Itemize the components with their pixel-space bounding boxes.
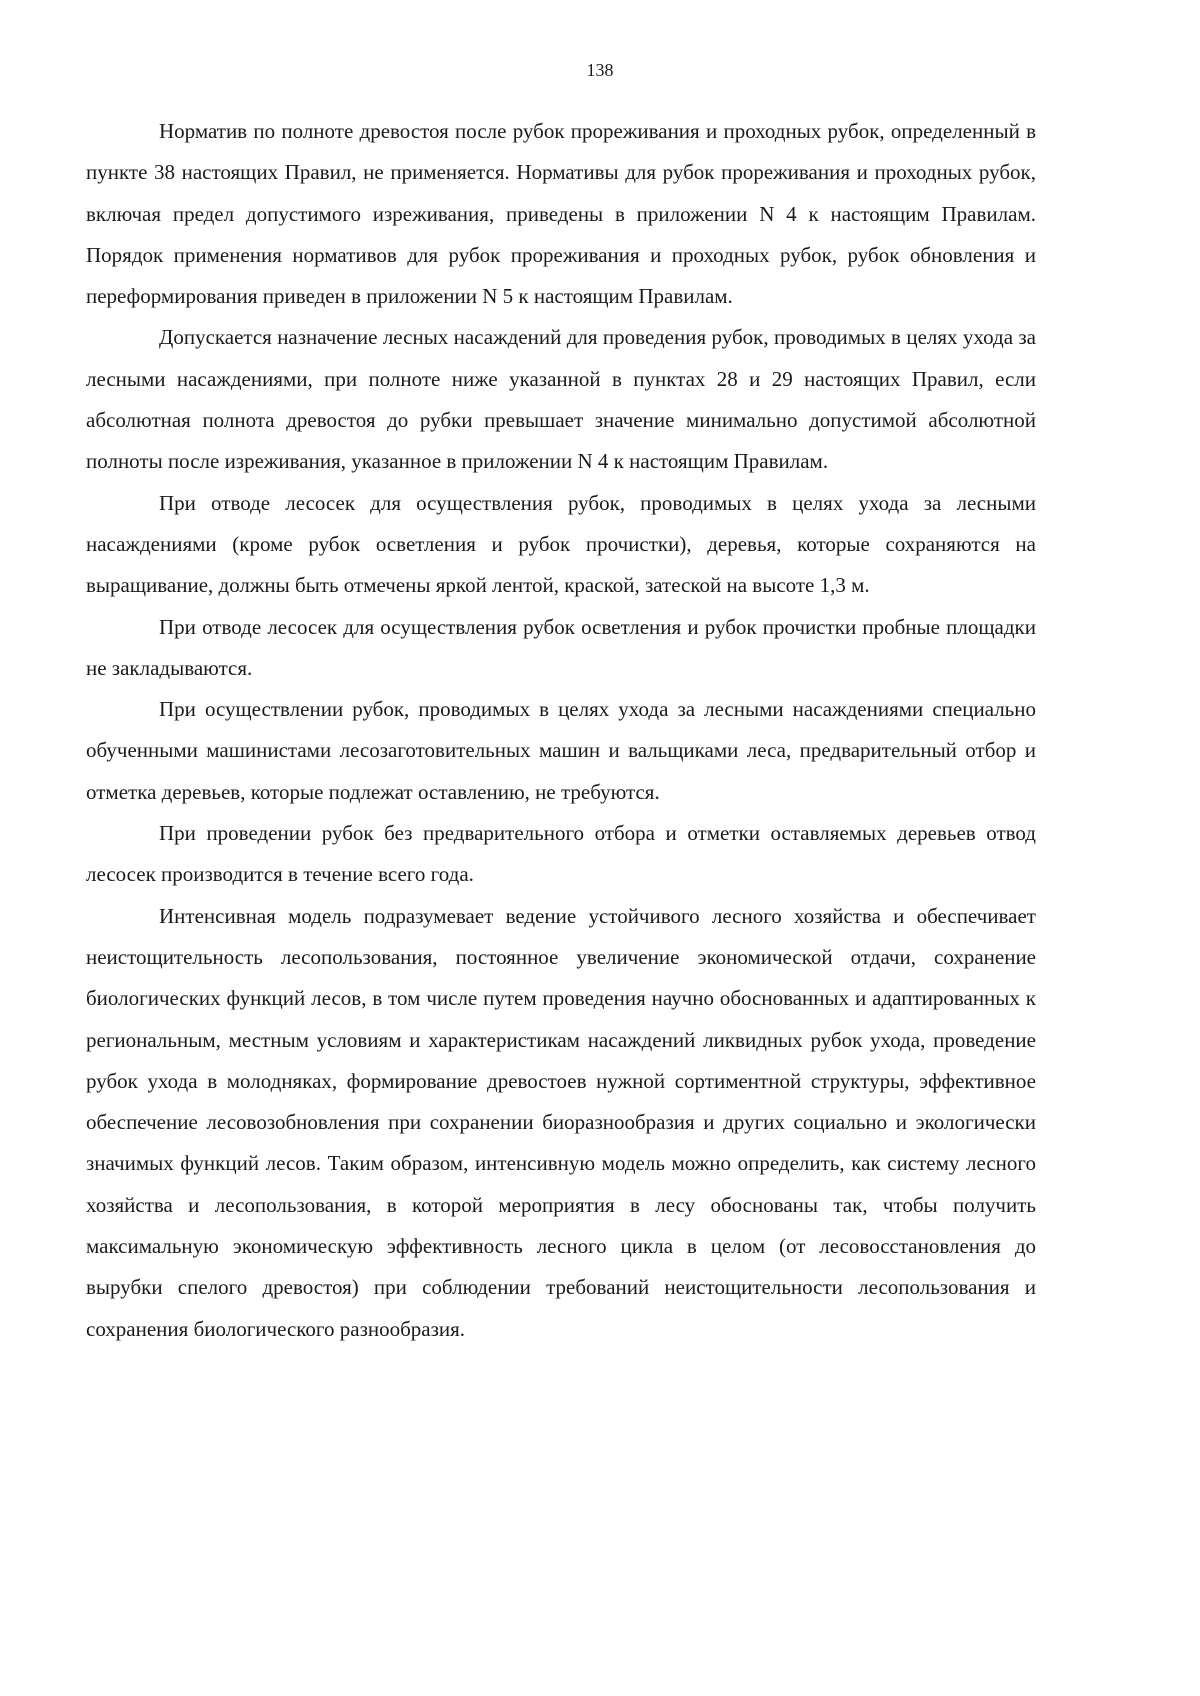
paragraph-trained-operators: При осуществлении рубок, проводимых в целях ухода за лесными насаждениями специально обученными машинистами лесозаготовительных машин и вальщиками леса, предварительный отбор и отметка деревьев, которые подлежат оставлению, не требуются. (86, 697, 1036, 804)
paragraph-thinning-norms: Норматив по полноте древостоя после рубок прореживания и проходных рубок, определенный в пункте 38 настоящих Правил, не применяется. Нормативы для рубок прореживания и проходных рубок, включая предел допустимого изреживания, приведены в приложении N 4 к настоящим Правилам. Порядок применения нормативов для рубок прореживания и проходных рубок, рубок обновления и переформирования приведен в приложении N 5 к настоящим Правилам. (86, 119, 1036, 309)
paragraph-stand-assignment: Допускается назначение лесных насаждений для проведения рубок, проводимых в целях ухода за лесными насаждениями, при полноте ниже указанной в пунктах 28 и 29 настоящих Правил, если абсолютная полнота древостоя до рубки превышает значение минимально допустимой абсолютной полноты после изреживания, указанное в приложении N 4 к настоящим Правилам. (86, 325, 1036, 474)
paragraph-intensive-model: Интенсивная модель подразумевает ведение устойчивого лесного хозяйства и обеспечивает неистощительность лесопользования, постоянное увеличение экономической отдачи, сохранение биологических функций лесов, в том числе путем проведения научно обоснованных и адаптированных к региональным, местным условиям и характеристикам насаждений ликвидных рубок ухода, проведение рубок ухода в молодняках, формирование древостоев нужной сортиментной структуры, эффективное обеспечение лесовозобновления при сохранении биоразнообразия и других социально и экологически значимых функций лесов. Таким образом, интенсивную модель можно определить, как систему лесного хозяйства и лесопользования, в которой мероприятия в лесу обоснованы так, чтобы получить максимальную экономическую эффективность лесного цикла в целом (от лесовосстановления до вырубки спелого древостоя) при соблюдении требований неистощительности лесопользования и сохранения биологического разнообразия. (86, 903, 1036, 1341)
paragraph-tree-marking: При отводе лесосек для осуществления рубок, проводимых в целях ухода за лесными насаждениями (кроме рубок осветления и рубок прочистки), деревья, которые сохраняются на выращивание, должны быть отмечены яркой лентой, краской, затеской на высоте 1,3 м. (86, 490, 1036, 598)
paragraph-sample-plots: При отводе лесосек для осуществления рубок осветления и рубок прочистки пробные площадки не закладываются. (86, 614, 1036, 680)
body-text (86, 111, 1036, 1350)
page-number: 138 (586, 60, 614, 80)
paragraph-year-round-allotment: При проведении рубок без предварительного отбора и отметки оставляемых деревьев отвод лесосек производится в течение всего года. (86, 821, 1036, 887)
